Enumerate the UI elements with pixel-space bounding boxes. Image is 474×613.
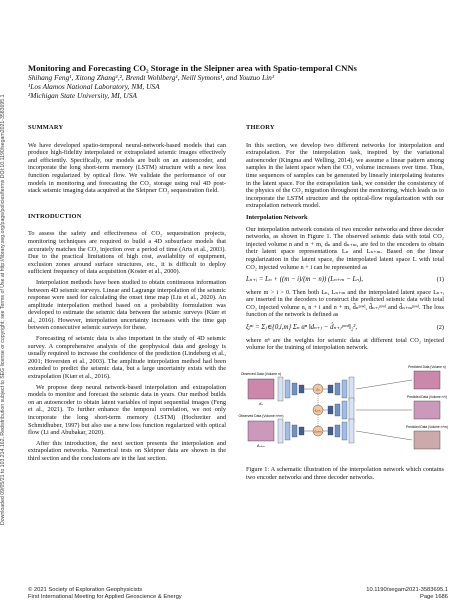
- equation-1: [246, 276, 444, 284]
- decoder-bottom: [328, 419, 354, 443]
- decoder-top: [328, 377, 354, 401]
- intro-paragraph-1: To assess the safety and effectiveness of CO₂ sequestration projects, monitoring techniques are required to build a 4D subsurface models that accurately matches the CO₂ injection over a period of time (Arts et al., 2003). Due to the practical limitations of high cost, availability of equipment, exclusion zones around surface structures, etc., it is difficult to deploy sufficient frequency of data acquisition (Koster et al., 2000).: [28, 230, 226, 276]
- predicted-label-n-i: Predicted Data (Volume n+i): [407, 394, 447, 399]
- equation-2-number: (2): [436, 324, 444, 332]
- predicted-label-n: Predicted Data (Volume n): [408, 364, 446, 369]
- footer-doi: 10.1190/segam2021-3583695.1: [366, 587, 448, 593]
- author-list: Shihang Feng¹, Xitong Zhang¹,², Brendt Wohlberg¹, Neill Symons¹, and Youzuo Lin¹: [28, 73, 275, 82]
- summary-heading: SUMMARY: [28, 124, 64, 131]
- predicted-image-n-m: [414, 431, 440, 449]
- download-sidebar-notice: Downloaded 09/05/21 to 103.214.162. Redistribution subject to SEG license or copyright; see Terms of Use at http://library.seg.org/page/policies/terms DOI:10.1190/segam2021-3583695.1: [0, 94, 6, 526]
- interp-paragraph-3: where αⁿ are the weights for seismic data at different total CO₂ injected volume for the training of interpolation network.: [246, 336, 444, 352]
- footer-copyright: © 2021 Society of Exploration Geophysicists: [28, 587, 143, 593]
- figure-1-network-diagram: [238, 361, 448, 461]
- affiliation-2: ²Michigan State University, MI, USA: [28, 91, 137, 100]
- equation-2-body: ξᵢⁿᵗ = Σⱼ∈{0,i,m} Σₙ αⁿ ‖dₙ₊ⱼ − d̂ₙ₊ⱼᵖʳᵉᵈ‖₂²,: [246, 324, 358, 332]
- observed-symbol-n: dₙ: [259, 400, 263, 406]
- predicted-image-n-i: [414, 401, 440, 419]
- interpolation-network-heading: Interpolation Network: [246, 213, 308, 221]
- footer-right: [366, 587, 448, 601]
- predicted-image-n: [414, 371, 440, 389]
- intro-paragraph-4: We propose deep neural network-based interpolation and extrapolation models to monitor and forecast the seismic data in years. Our method builds on an autoencoder to obtain latent variables of input sequential images (Feng et al., 2021). To further enhance the temporal correlation, we not only incorporate the long short-term memory (LSTM) (Hochreiter and Schmidhuber, 1997) but also use a new loss function regularized with optical flow (Li and Abubakar, 2020).: [28, 383, 226, 437]
- observed-symbol-n-m: dₙ₊ₘ: [256, 442, 266, 448]
- summary-paragraph: We have developed spatio-temporal neural-network-based models that can produce high-fidelity interpolated or extrapolated seismic images effectively and efficiently. Specifically, our models are built on an autoencoder, and incorporate the long short-term memory (LSTM) structure with a new loss function regularized by optical flow. We validate the performance of our models in monitoring and forecasting the CO₂ storage using real 4D post-stack seismic imaging data acquired at the Sleipner CO₂ sequestration field.: [28, 141, 226, 195]
- intro-paragraph-2: Interpolation methods have been studied to obtain continuous information between 4D seismic surveys. Linear and Lagrange interpolation of the seismic response were used for calculating the onset time map (Liu et al., 2020). An amplitude interpolation method based on a probability formulation was developed to estimate the seismic data between the seismic surveys (Kiær et al., 2016). However, interpolation uncertainty increases with the time gap between consecutive seismic surveys for these.: [28, 278, 226, 332]
- decoder-middle: [328, 398, 354, 422]
- equation-2: [246, 324, 444, 332]
- intro-paragraph-5: After this introduction, the next section presents the interpolation and extrapolation networks. Numerical tests on Sleipner data are shown in the third section and the conclusions are in the last section.: [28, 439, 226, 462]
- figure-1-caption: Figure 1: A schematic illustration of the interpolation network which contains two encoder networks and three decoder networks.: [246, 466, 444, 482]
- affiliation-1: ¹Los Alamos National Laboratory, NM, USA: [28, 82, 160, 91]
- theory-heading: THEORY: [246, 124, 275, 131]
- observed-label-n: Observed Data (Volume n): [240, 371, 282, 376]
- paper-header: [28, 63, 448, 100]
- introduction-heading: INTRODUCTION: [28, 212, 82, 220]
- observed-label-n-m: Observed Data (Volume n+m): [238, 413, 284, 418]
- theory-paragraph: In this section, we develop two different networks for interpolation and extrapolation. For the interpolation task, inspired by the variational autoencoder (Kingma and Welling, 2014), we assume a linear pattern among samples in the latent space when the CO₂ volume increases over time. Thus, time sequences of samples can be generated by linearly interpolating features in the latent space. For the extrapolation task, we consider the consistency of the physics of the CO₂ migration throughout the monitoring, which leads us to incorporate the LSTM structure and the optical-flow regularization with our extrapolation network model.: [246, 141, 444, 210]
- footer-meeting: First International Meeting for Applied Geoscience & Energy: [28, 594, 182, 601]
- observed-image-n: [248, 379, 274, 399]
- encoder-top: [278, 377, 304, 401]
- interp-paragraph-1: Our interpolation network consists of two encoder networks and three decoder networks, as shown in Figure 1. The observed seismic data with total CO₂ injected volume n and n + m, dₙ and dₙ₊ₘ, are fed to the encoders to obtain their latent space representations Lₙ and Lₙ₊ₘ. Based on the linear regularization in the latent space, the interpolated latent space L with total CO₂ injected volume n + i can be represented as: [246, 225, 444, 271]
- footer-page-number: Page 1686: [419, 594, 448, 601]
- observed-image-n-m: [248, 421, 274, 441]
- left-column: [28, 118, 226, 466]
- latent-label-n-i: Lₙ₊ᵢ: [315, 408, 321, 413]
- encoder-bottom: [278, 419, 304, 443]
- intro-paragraph-3: Forecasting of seismic data is also important in the study of 4D seismic survey. A comprehensive analysis of the geophysical data and geology is usually required to increase the confidence of the prediction (Lindeberg et al., 2001; Hoversten et al., 2003). The amplitude interpolation method had been extended to predict the seismic data, but a large uncertainty exists with the extrapolation (Kiær et al., 2016).: [28, 335, 226, 381]
- latent-label-n: Lₙ: [316, 387, 320, 392]
- paper-title: Monitoring and Forecasting CO₂ Storage in the Sleipner area with Spatio-temporal CNNs: [28, 63, 357, 73]
- footer-left: [28, 587, 182, 601]
- interp-paragraph-2: where m > i > 0. Then both Lₙ, Lₙ₊ₘ and the interpolated latent space Lₙ₊ᵢ are inserted in the decoders to construct the predicted seismic data with total CO₂ injected volume n, n + i and n + m, d̂ₙᵖʳᵉᵈ, d̂ₙ₊ᵢᵖʳᵉᵈ and d̂ₙ₊ₘᵖʳᵉᵈ. The loss function of the network is defined as: [246, 288, 444, 319]
- equation-1-number: (1): [436, 276, 444, 284]
- predicted-label-n-m: Predicted Data (Volume n+m): [406, 424, 448, 429]
- right-column: [238, 118, 448, 482]
- latent-label-n-m: Lₙ₊ₘ: [314, 429, 322, 434]
- equation-1-body: Lₙ₊ᵢ = Lₙ + ((m − i)/(m − n)) (Lₙ₊ₘ − Lₙ),: [246, 276, 363, 284]
